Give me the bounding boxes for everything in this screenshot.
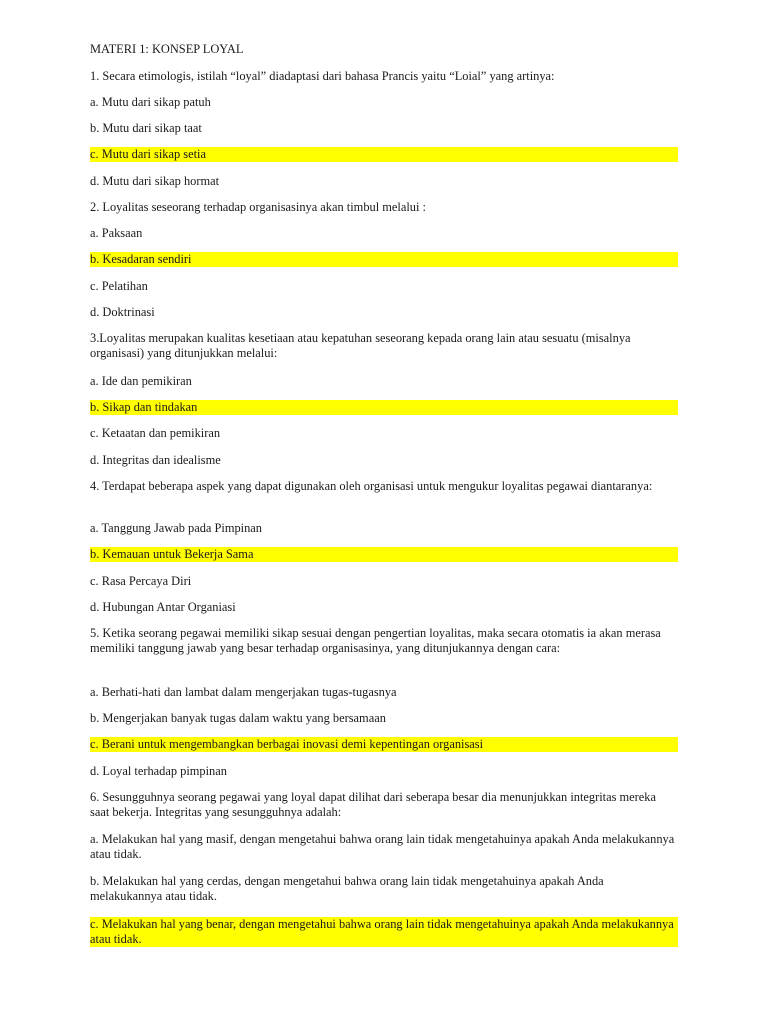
question-6-option-c-highlighted: c. Melakukan hal yang benar, dengan mengetahui bahwa orang lain tidak mengetahuinya apakah Anda melakukannya atau tidak. [90, 917, 678, 947]
question-2-option-b-highlighted: b. Kesadaran sendiri [90, 252, 678, 267]
question-5-option-b: b. Mengerjakan banyak tugas dalam waktu yang bersamaan [90, 711, 386, 725]
question-1-option-c-highlighted: c. Mutu dari sikap setia [90, 147, 678, 162]
question-4-option-c: c. Rasa Percaya Diri [90, 574, 192, 588]
question-2-prompt: 2. Loyalitas seseorang terhadap organisasinya akan timbul melalui : [90, 200, 426, 214]
document-title: MATERI 1: KONSEP LOYAL [90, 42, 244, 56]
question-4-option-b-highlighted: b. Kemauan untuk Bekerja Sama [90, 547, 678, 562]
question-4-option-d: d. Hubungan Antar Organiasi [90, 600, 236, 614]
question-5-option-d: d. Loyal terhadap pimpinan [90, 764, 227, 778]
question-3-option-c: c. Ketaatan dan pemikiran [90, 426, 221, 440]
question-1-prompt: 1. Secara etimologis, istilah “loyal” diadaptasi dari bahasa Prancis yaitu “Loial” yang artinya: [90, 69, 555, 83]
question-3-option-a: a. Ide dan pemikiran [90, 374, 192, 388]
question-6-prompt: 6. Sesungguhnya seorang pegawai yang loyal dapat dilihat dari seberapa besar dia menunjukkan integritas mereka saat bekerja. Integritas yang sesungguhnya adalah: [90, 790, 656, 819]
question-3-option-b-highlighted: b. Sikap dan tindakan [90, 400, 678, 415]
question-4-prompt: 4. Terdapat beberapa aspek yang dapat digunakan oleh organisasi untuk mengukur loyalitas pegawai diantaranya: [90, 479, 653, 493]
question-3-option-d: d. Integritas dan idealisme [90, 453, 221, 467]
question-6-option-b: b. Melakukan hal yang cerdas, dengan mengetahui bahwa orang lain tidak mengetahuinya apakah Anda melakukannya atau tidak. [90, 874, 604, 903]
question-2-option-a: a. Paksaan [90, 226, 143, 240]
question-1-option-a: a. Mutu dari sikap patuh [90, 95, 211, 109]
question-3-prompt: 3.Loyalitas merupakan kualitas kesetiaan atau kepatuhan seseorang kepada orang lain atau sesuatu (misalnya organisasi) yang ditunjukkan melalui: [90, 331, 631, 360]
question-5-option-a: a. Berhati-hati dan lambat dalam mengerjakan tugas-tugasnya [90, 685, 397, 699]
question-4-option-a: a. Tanggung Jawab pada Pimpinan [90, 521, 262, 535]
question-2-option-c: c. Pelatihan [90, 279, 148, 293]
question-1-option-d: d. Mutu dari sikap hormat [90, 174, 220, 188]
question-6-option-a: a. Melakukan hal yang masif, dengan mengetahui bahwa orang lain tidak mengetahuinya apakah Anda melakukannya atau tidak. [90, 832, 675, 861]
question-1-option-b: b. Mutu dari sikap taat [90, 121, 202, 135]
question-2-option-d: d. Doktrinasi [90, 305, 155, 319]
question-5-option-c-highlighted: c. Berani untuk mengembangkan berbagai inovasi demi kepentingan organisasi [90, 737, 678, 752]
question-5-prompt: 5. Ketika seorang pegawai memiliki sikap sesuai dengan pengertian loyalitas, maka secara otomatis ia akan merasa memiliki tanggung jawab yang besar terhadap organisasinya, yang ditunjukannya dengan cara: [90, 626, 661, 655]
